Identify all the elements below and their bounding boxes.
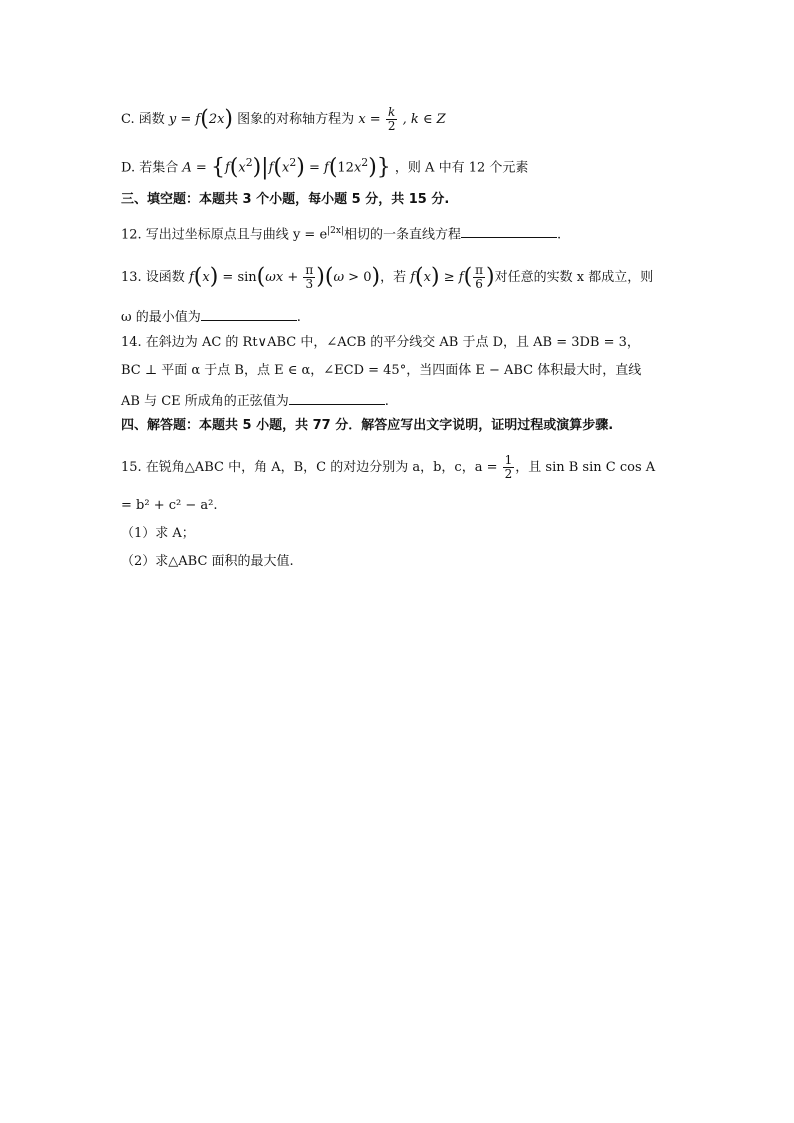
section-heading-fill-in: 三、填空题：本题共 3 个小题，每小题 5 分，共 15 分. — [121, 192, 450, 207]
question-12: 12. 写出过坐标原点且与曲线 $y = e^{|2x|}$相切的一条直线方程 . — [121, 222, 561, 244]
fraction-pi-6: $\frac{\pi}{6}$ — [475, 263, 484, 291]
question-14-line3: AB 与 CE 所成角的正弦值为 . — [121, 390, 389, 411]
option-c: C. 函数 y = f(2x) 图象的对称轴方程为 x = $\frac{k}{2}$ , k ∈ Z — [121, 105, 446, 133]
answer-blank[interactable] — [289, 390, 385, 405]
math-expression: y = f — [168, 112, 201, 127]
fraction: $\frac{k}{2}$ — [387, 105, 396, 133]
question-14-line2: BC ⊥ 平面 α 于点 B，点 E ∈ α，∠ECD = 45°，当四面体 E − ABC 体积最大时，直线 — [121, 363, 642, 378]
question-14-line1: 14. 在斜边为 AC 的 Rt∨ABC 中，∠ACB 的平分线交 AB 于点 D，且 AB = 3DB = 3， — [121, 335, 640, 350]
question-15-part2: （2）求△ABC 面积的最大值. — [121, 554, 294, 569]
fraction-1-2: $\frac{1}{2}$ — [504, 453, 513, 481]
question-13: 13. 设函数 f(x) = sin(ωx + $\frac{\pi}{3}$ )(ω > 0)，若 f(x) ≥ f( $\frac{\pi}{6}$ )对任意的实数 x 都成立，则 — [121, 263, 654, 291]
set-expression: A — [182, 160, 192, 176]
question-15-line2: = b² + c² − a². — [121, 498, 218, 513]
section-heading-solutions: 四、解答题：本题共 5 小题，共 77 分．解答应写出文字说明，证明过程或演算步骤. — [121, 418, 614, 433]
question-13-line2: ω 的最小值为 . — [121, 306, 301, 327]
question-15-line1: 15. 在锐角△ABC 中，角 A，B，C 的对边分别为 a，b，c，a = $\frac{1}{2}$ ，且 sin B sin C cos A — [121, 453, 656, 481]
answer-blank[interactable] — [201, 306, 297, 321]
answer-blank[interactable] — [461, 223, 557, 238]
question-15-part1: （1）求 A； — [121, 526, 195, 541]
fraction-pi-3: $\frac{\pi}{3}$ — [305, 263, 314, 291]
option-d: D. 若集合 $A = \{f(x^2)|f(x^2) = f(12x^2)\}$ ，则 A 中有 12 个元素 — [121, 154, 529, 180]
